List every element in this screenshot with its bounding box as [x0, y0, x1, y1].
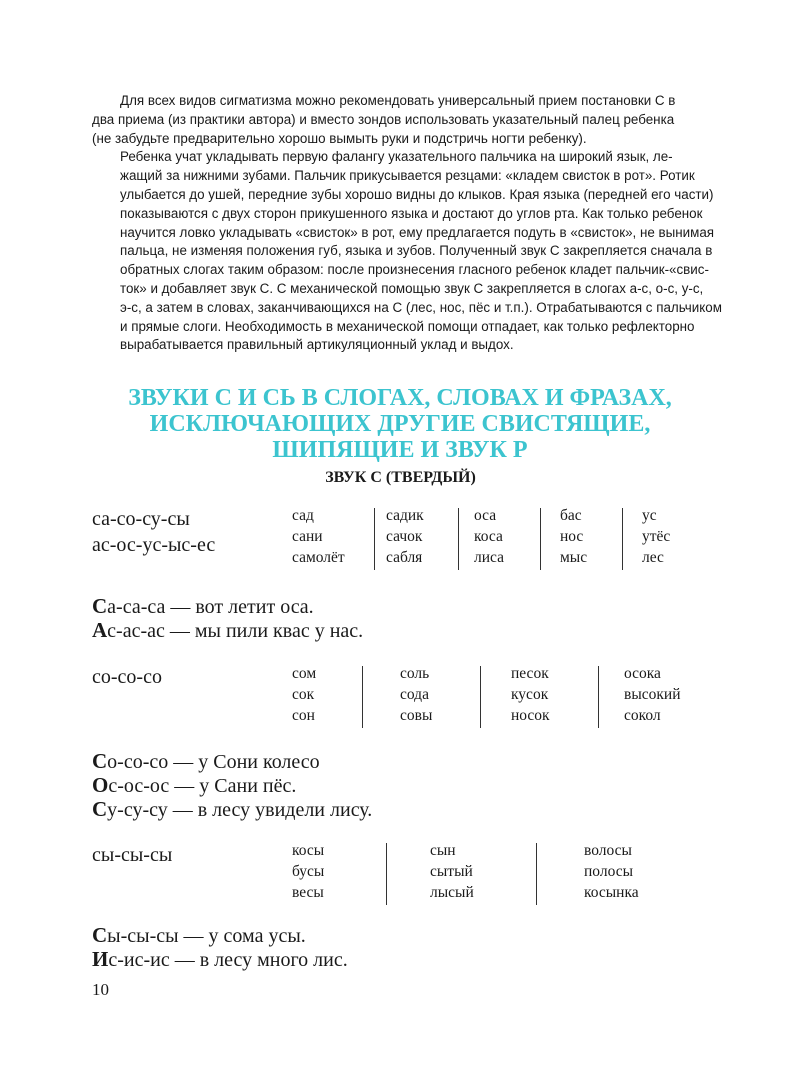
- word: сын: [430, 842, 456, 859]
- text-line: жащий за нижними зубами. Пальчик прикусывается резцами: «кладем свисток в рот». Ротик: [120, 168, 695, 184]
- phrase-text: у-су-су — в лесу увидели лису.: [107, 799, 373, 821]
- page-number: 10: [92, 980, 109, 999]
- column-divider: [480, 666, 481, 728]
- word: сабля: [386, 548, 423, 566]
- text-line: научится ловко укладывать «свисток» в рот, ему предлагается подуть в «свисток», не вынимая: [120, 224, 715, 240]
- phrase-text: ы-сы-сы — у сома усы.: [107, 925, 306, 947]
- word: сокол: [624, 706, 661, 724]
- syllable-group: [92, 664, 162, 690]
- text-line: Ребенка учат укладывать первую фалангу указательного пальчика на широкий язык, ле-: [120, 149, 673, 165]
- phrase-initial: С: [92, 923, 108, 947]
- phrase-line: [92, 947, 348, 972]
- column-divider: [536, 843, 537, 905]
- phrase-text: с-ис-ис — в лесу много лис.: [108, 949, 348, 971]
- word: ус: [642, 507, 657, 524]
- text-line: показываются с двух сторон прикушенного языка и достают до углов рта. Как только ребенок: [120, 205, 703, 221]
- column-divider: [362, 666, 363, 728]
- syllable-group: [92, 842, 172, 868]
- word: сытый: [430, 862, 473, 880]
- subheading: ЗВУК С (ТВЕРДЫЙ): [325, 469, 476, 486]
- phrase-initial: С: [92, 749, 108, 773]
- syllable-line: са-со-су-сы: [92, 508, 190, 530]
- word: кусок: [511, 685, 549, 703]
- word: осока: [624, 665, 661, 682]
- word: носок: [511, 706, 550, 724]
- word-column: [430, 841, 474, 903]
- word: нос: [560, 527, 584, 545]
- phrase-initial: С: [92, 797, 108, 821]
- word: сода: [400, 685, 429, 703]
- phrase-line: [92, 797, 372, 822]
- word-column: [292, 506, 345, 568]
- word: бусы: [292, 862, 325, 880]
- column-divider: [598, 666, 599, 728]
- text-line: улыбается до ушей, передние зубы хорошо видны до клыков. Края языка (передней его части): [120, 186, 714, 202]
- phrase-text: с-ас-ас — мы пили квас у нас.: [107, 620, 364, 642]
- word: самолёт: [292, 548, 345, 566]
- word: садик: [386, 507, 424, 524]
- phrase-initial: О: [92, 773, 109, 797]
- text-line: Для всех видов сигматизма можно рекомендовать универсальный прием постановки С в: [120, 93, 676, 108]
- word: лиса: [474, 548, 504, 566]
- word: сачок: [386, 527, 423, 545]
- column-divider: [374, 508, 375, 570]
- phrase-line: [92, 749, 320, 774]
- text-line: ток» и добавляет звук С. С механической помощью звук С закрепляется в слогах а-с, о-с, у-с,: [120, 280, 704, 296]
- column-divider: [458, 508, 459, 570]
- text-line: э-с, а затем в словах, заканчивающихся на С (лес, нос, пёс и т.п.). Отрабатываются с пальчиком: [120, 299, 722, 315]
- word: сад: [292, 507, 314, 524]
- word: сани: [292, 527, 323, 545]
- word: лес: [642, 548, 664, 566]
- word: соль: [400, 665, 430, 682]
- word: косы: [292, 842, 325, 859]
- word: высокий: [624, 685, 681, 703]
- column-divider: [386, 843, 387, 905]
- text-line: и прямые слоги. Необходимость в механической помощи отпадает, как только рефлекторно: [120, 318, 695, 334]
- syllable-group: [92, 506, 215, 558]
- phrase-line: [92, 594, 314, 619]
- text-line: обратных слогах таким образом: после произнесения гласного ребенок кладет пальчик-«свис-: [120, 262, 709, 278]
- section-heading: [100, 385, 700, 463]
- phrase-text: а-са-са — вот летит оса.: [107, 596, 314, 618]
- phrase-initial: И: [92, 947, 109, 971]
- word: сок: [292, 685, 315, 703]
- phrase-line: [92, 923, 306, 948]
- word: мыс: [560, 548, 588, 566]
- word-column: [560, 506, 587, 568]
- word: оса: [474, 507, 497, 524]
- phrase-initial: А: [92, 618, 108, 642]
- word: косынка: [584, 883, 639, 901]
- text-line: два приема (из практики автора) и вместо зондов использовать указательный палец ребенка: [92, 111, 675, 127]
- word: сон: [292, 706, 315, 724]
- syllable-line: со-со-со: [92, 666, 162, 688]
- syllable-line: сы-сы-сы: [92, 844, 173, 866]
- intro-paragraph-2: [92, 148, 727, 355]
- heading-line: ИСКЛЮЧАЮЩИХ ДРУГИЕ СВИСТЯЩИЕ,: [149, 411, 651, 437]
- word: песок: [511, 665, 549, 682]
- word-column: [474, 506, 504, 568]
- word: весы: [292, 883, 324, 901]
- text-line: (не забудьте предварительно хорошо вымыть руки и подстричь ногти ребенку).: [92, 130, 587, 146]
- word-column: [292, 664, 316, 726]
- column-divider: [540, 508, 541, 570]
- phrase-text: о-со-со — у Сони колесо: [107, 751, 320, 773]
- heading-line: ШИПЯЩИЕ И ЗВУК Р: [272, 437, 528, 463]
- word-column: [400, 664, 432, 726]
- intro-paragraph-1: [92, 92, 727, 148]
- word: утёс: [642, 527, 671, 545]
- word-column: [292, 841, 324, 903]
- word: бас: [560, 507, 582, 524]
- text-line: пальца, не изменяя положения губ, языка и зубов. Полученный звук С закрепляется сначала в: [120, 243, 713, 259]
- word: совы: [400, 706, 433, 724]
- heading-line: ЗВУКИ С И СЬ В СЛОГАХ, СЛОВАХ И ФРАЗАХ,: [128, 385, 672, 411]
- word: полосы: [584, 862, 634, 880]
- word: волосы: [584, 842, 632, 859]
- word-column: [584, 841, 639, 903]
- word: лысый: [430, 883, 474, 901]
- word-column: [624, 664, 680, 726]
- phrase-text: с-ос-ос — у Сани пёс.: [108, 775, 297, 797]
- syllable-line: ас-ос-ус-ыс-ес: [92, 534, 216, 556]
- intro-text: [92, 92, 727, 355]
- phrase-line: [92, 773, 296, 798]
- word: сом: [292, 665, 317, 682]
- word-column: [511, 664, 550, 726]
- column-divider: [622, 508, 623, 570]
- phrase-initial: С: [92, 594, 108, 618]
- word: коса: [474, 527, 503, 545]
- word-column: [386, 506, 424, 568]
- word-column: [642, 506, 670, 568]
- phrase-line: [92, 618, 363, 643]
- text-line: вырабатывается правильный артикуляционный уклад и выдох.: [120, 337, 514, 353]
